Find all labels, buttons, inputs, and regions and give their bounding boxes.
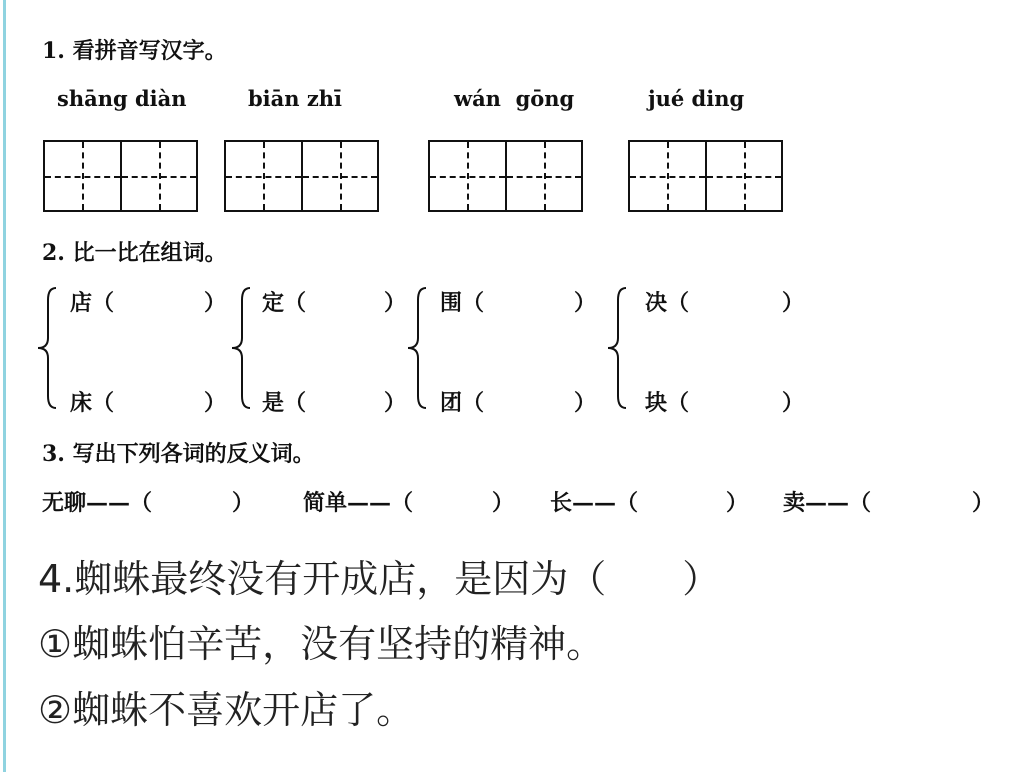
pinyin-4: jué ding <box>648 86 745 111</box>
close-paren: ） <box>204 390 227 416</box>
close-paren: ） <box>574 290 597 316</box>
writing-grid-3[interactable] <box>428 140 583 212</box>
writing-grid-4[interactable] <box>628 140 783 212</box>
group-1-bottom: 床（ <box>70 390 115 416</box>
page-edge <box>3 0 6 772</box>
close-paren: ） <box>492 490 515 516</box>
antonym-2: 简单——（ <box>303 490 414 516</box>
group-2-top: 定（ <box>262 290 307 316</box>
writing-grid-1[interactable] <box>43 140 198 212</box>
brace-icon <box>406 286 428 410</box>
q4-option-1: ①蜘蛛怕辛苦，没有坚持的精神。 <box>38 622 605 666</box>
close-paren: ） <box>782 290 805 316</box>
close-paren: ） <box>972 490 995 516</box>
group-3-bottom: 团（ <box>440 390 485 416</box>
close-paren: ） <box>232 490 255 516</box>
close-paren: ） <box>574 390 597 416</box>
brace-icon <box>606 286 628 410</box>
q2-title: 2. 比一比在组词。 <box>42 240 227 266</box>
q1-title: 1. 看拼音写汉字。 <box>42 38 227 64</box>
pinyin-2: biān zhī <box>248 86 343 111</box>
brace-icon <box>36 286 58 410</box>
group-2-bottom: 是（ <box>262 390 307 416</box>
group-4-bottom: 块（ <box>645 390 690 416</box>
antonym-1: 无聊——（ <box>42 490 153 516</box>
group-1-top: 店（ <box>70 290 115 316</box>
q4-option-2: ②蜘蛛不喜欢开店了。 <box>38 688 415 732</box>
group-4-top: 决（ <box>645 290 690 316</box>
q3-title: 3. 写出下列各词的反义词。 <box>42 441 315 467</box>
group-3-top: 围（ <box>440 290 485 316</box>
close-paren: ） <box>726 490 749 516</box>
close-paren: ） <box>204 290 227 316</box>
antonym-4: 卖——（ <box>783 490 872 516</box>
brace-icon <box>230 286 252 410</box>
close-paren: ） <box>782 390 805 416</box>
antonym-3: 长——（ <box>550 490 639 516</box>
pinyin-3: wán gōng <box>454 86 575 111</box>
q4-question: 4.蜘蛛最终没有开成店，是因为（ ） <box>38 557 721 601</box>
writing-grid-2[interactable] <box>224 140 379 212</box>
close-paren: ） <box>384 290 407 316</box>
close-paren: ） <box>384 390 407 416</box>
pinyin-1: shāng diàn <box>57 86 187 111</box>
